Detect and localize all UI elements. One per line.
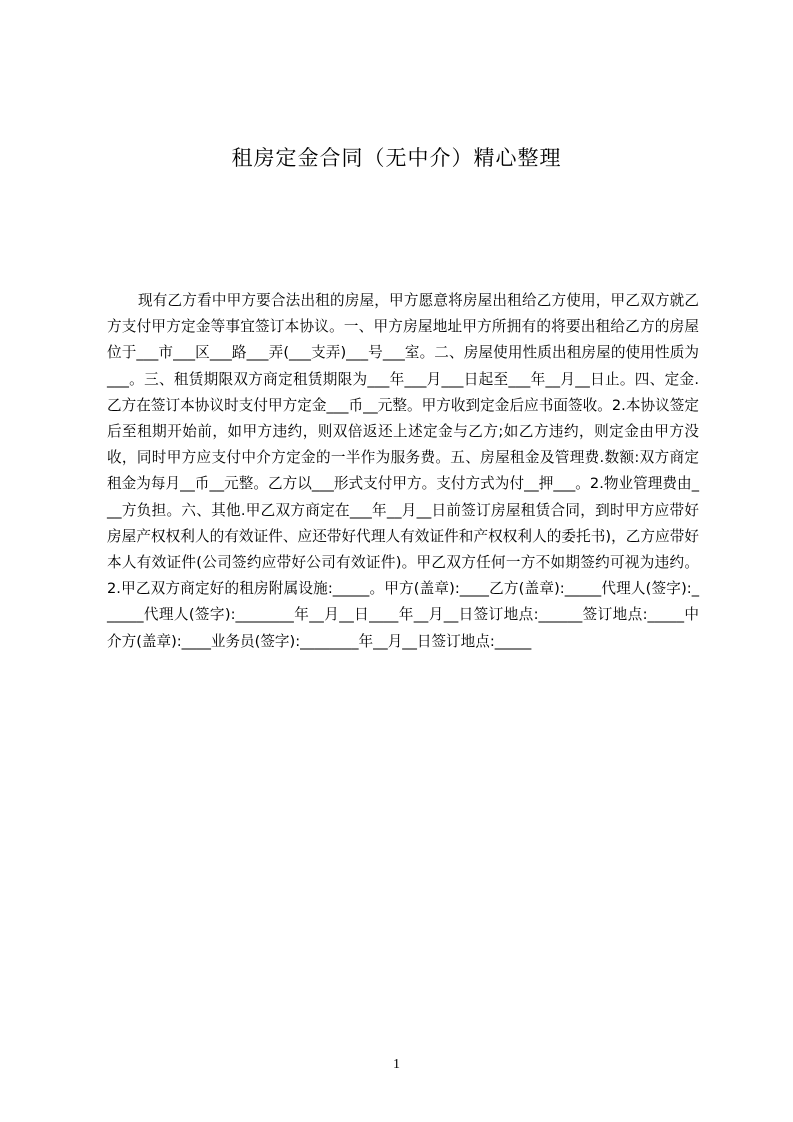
document-title: 租房定金合同（无中介）精心整理 xyxy=(231,146,562,170)
page-number: 1 xyxy=(393,1057,400,1072)
document-body-paragraph: 现有乙方看中甲方要合法出租的房屋，甲方愿意将房屋出租给乙方使用，甲乙双方就乙方支付甲方定金等事宜签订本协议。一、甲方房屋地址甲方所拥有的将要出租给乙方的房屋位于___市___区___路___弄(___支弄)___号___室。二、房屋使用性质出租房屋的使用性质为___。三、租赁期限双方商定租赁期限为___年___月___日起至___年__月__日止。四、定金.乙方在签订本协议时支付甲方定金___币__元整。甲方收到定金后应书面签收。2.本协议签定后至租期开始前，如甲方违约，则双倍返还上述定金与乙方;如乙方违约，则定金由甲方没收，同时甲方应支付中介方定金的一半作为服务费。五、房屋租金及管理费.数额:双方商定租金为每月__币__元整。乙方以___形式支付甲方。支付方式为付__押___。2.物业管理费由___方负担。六、其他.甲乙双方商定在___年__月__日前签订房屋租赁合同，到时甲方应带好房屋产权权利人的有效证件、应还带好代理人有效证件和产权权利人的委托书)，乙方应带好本人有效证件(公司签约应带好公司有效证件)。甲乙双方任何一方不如期签约可视为违约。2.甲乙双方商定好的租房附属设施:_____。甲方(盖章):____乙方(盖章):_____代理人(签字):______代理人(签字):________年__月__日____年__月__日签订地点:______签订地点:_____中介方(盖章):____业务员(签字):________年__月__日签订地点:_____ xyxy=(107,292,699,650)
